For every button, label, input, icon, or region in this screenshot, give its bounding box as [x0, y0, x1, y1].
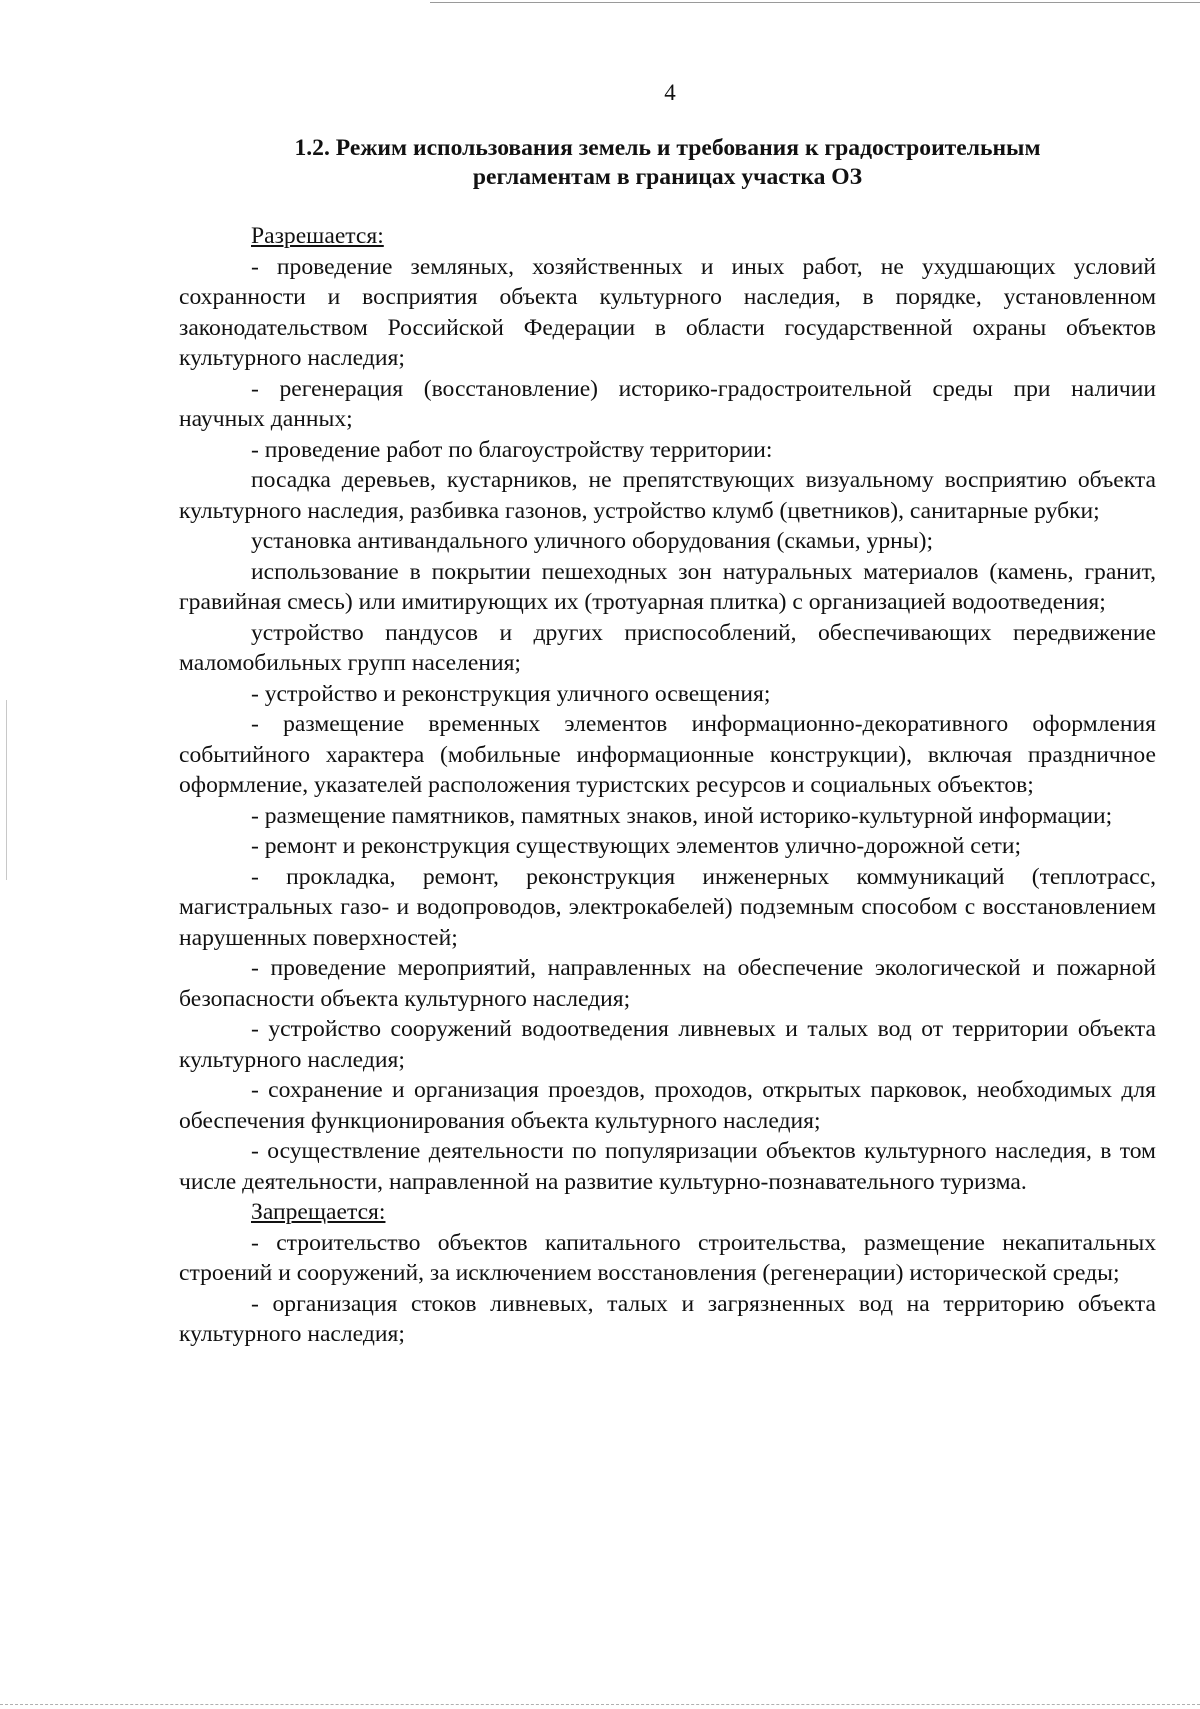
prohibited-heading: Запрещается:	[251, 1199, 386, 1225]
scan-edge-bottom	[0, 1704, 1200, 1705]
allowed-subitem: устройство пандусов и других приспособлений, обеспечивающих передвижение маломобильных групп населения;	[179, 619, 1156, 676]
allowed-item: - сохранение и организация проездов, проходов, открытых парковок, необходимых для обеспечения функционирования объекта культурного наследия;	[179, 1077, 1156, 1134]
allowed-item: - прокладка, ремонт, реконструкция инженерных коммуникаций (теплотрасс, магистральных газо- и водопроводов, электрокабелей) подземным способом с восстановлением нарушенных поверхностей;	[179, 863, 1156, 951]
section-title-line-1: 1.2. Режим использования земель и требования к градостроительным	[294, 135, 1041, 161]
allowed-item: - проведение работ по благоустройству территории:	[251, 436, 773, 463]
scan-edge-top	[430, 2, 1200, 3]
allowed-item: - размещение памятников, памятных знаков, иной историко-культурной информации;	[251, 802, 1113, 829]
allowed-item: - проведение мероприятий, направленных на обеспечение экологической и пожарной безопасности объекта культурного наследия;	[179, 955, 1156, 1012]
allowed-item: - проведение земляных, хозяйственных и иных работ, не ухудшающих условий сохранности и восприятия объекта культурного наследия, в порядке, установленном законодательством Российской Федерации в области государственной охраны объектов культурного наследия;	[179, 253, 1156, 371]
allowed-item: - осуществление деятельности по популяризации объектов культурного наследия, в том числе деятельности, направленной на развитие культурно-познавательного туризма.	[179, 1138, 1156, 1195]
allowed-item: - устройство сооружений водоотведения ливневых и талых вод от территории объекта культурного наследия;	[179, 1016, 1156, 1073]
allowed-subitem: установка антивандального уличного оборудования (скамьи, урны);	[251, 528, 934, 554]
allowed-item: - регенерация (восстановление) историко-градостроительной среды при наличии научных данных;	[179, 375, 1156, 432]
prohibited-item: - организация стоков ливневых, талых и загрязненных вод на территорию объекта культурного наследия;	[179, 1290, 1156, 1347]
section-title	[179, 134, 1156, 192]
allowed-item: - ремонт и реконструкция существующих элементов улично-дорожной сети;	[251, 833, 1021, 859]
document-body	[179, 134, 1156, 1350]
prohibited-item: - строительство объектов капитального строительства, размещение некапитальных строений и сооружений, за исключением восстановления (регенерации) исторической среды;	[179, 1229, 1156, 1286]
scan-edge-left	[6, 700, 7, 880]
allowed-item: - размещение временных элементов информационно-декоративного оформления событийного характера (мобильные информационные конструкции), включая праздничное оформление, указателей расположения туристских ресурсов и социальных объектов;	[179, 711, 1156, 798]
allowed-subitem: посадка деревьев, кустарников, не препятствующих визуальному восприятию объекта культурного наследия, разбивка газонов, устройство клумб (цветников), санитарные рубки;	[179, 467, 1156, 524]
section-title-line-2: регламентам в границах участка ОЗ	[472, 164, 863, 190]
allowed-subitem: использование в покрытии пешеходных зон натуральных материалов (камень, гранит, гравийная смесь) или имитирующих их (тротуарная плитка) с организацией водоотведения;	[179, 558, 1156, 615]
allowed-item: - устройство и реконструкция уличного освещения;	[251, 680, 771, 707]
allowed-heading: Разрешается:	[251, 223, 384, 249]
page-number: 4	[664, 80, 676, 105]
